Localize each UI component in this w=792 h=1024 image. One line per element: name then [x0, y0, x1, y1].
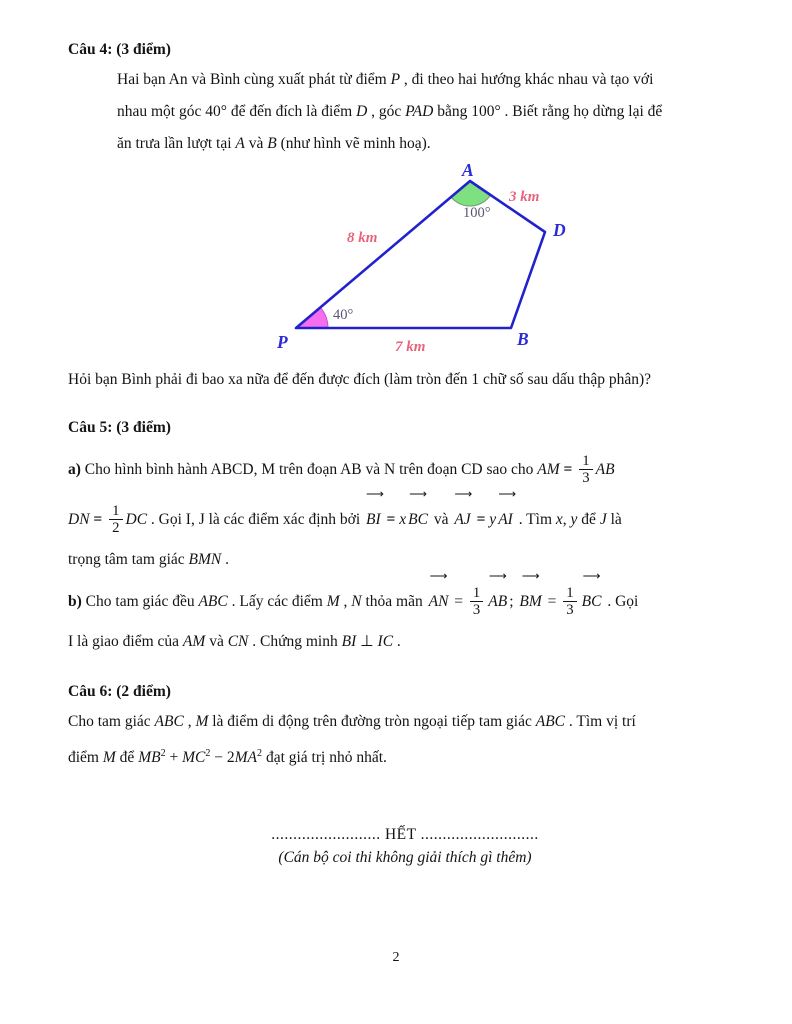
bold-label: = [559, 461, 577, 478]
text-run: , góc [367, 103, 406, 120]
question-6-section [68, 682, 742, 774]
vector-term: ⟶ AI [498, 487, 516, 528]
quadrilateral-PADB [296, 181, 545, 328]
text-run: + [165, 749, 183, 767]
text-run: để [577, 511, 600, 528]
text-run: Cho tam giác [68, 713, 155, 730]
end-of-exam-line: ......................... HẾT ........................... [271, 826, 539, 844]
text-run: . Lấy các điểm [227, 593, 327, 610]
vector-term: ⟶ BC [581, 569, 602, 610]
edge-label-PA: 8 km [347, 230, 378, 246]
edge-label-PB: 7 km [395, 339, 426, 355]
text-run: . Gọi I, J là các điểm xác định bởi [147, 511, 365, 528]
text-run: = [543, 593, 561, 610]
bold-label: = [382, 511, 400, 528]
math-term: ABC [198, 593, 228, 610]
vector-term: ⟶ BI [366, 487, 384, 528]
math-term: M [102, 749, 116, 767]
question-5-section [68, 418, 742, 658]
text-run: (như hình vẽ minh hoạ). [276, 135, 431, 152]
math-term: N [351, 593, 362, 610]
math-term: AM [182, 633, 206, 650]
vector-term: ⟶ AN [428, 569, 449, 610]
text-run: ; [509, 593, 518, 610]
text-run: , [183, 713, 196, 730]
text-run: bằng 100° . Biết rằng họ dừng lại để [433, 103, 663, 120]
q4-statement-line2 [117, 96, 742, 128]
q6-line1 [68, 706, 742, 738]
text-run: . Tìm [514, 511, 556, 528]
math-term: x [399, 511, 407, 528]
math-term: AM [537, 461, 560, 478]
question-4-section [68, 40, 742, 396]
math-term: CN [227, 633, 249, 650]
q4-heading: Câu 4: (3 điểm) [68, 41, 171, 58]
proctor-note: (Cán bộ coi thi không giải thích gì thêm) [278, 849, 532, 867]
vector-arrow-icon: ⟶ [582, 569, 601, 584]
q5b-line1 [68, 569, 742, 626]
vertex-label-P: P [277, 332, 288, 352]
vector-arrow-icon: ⟶ [366, 487, 384, 502]
math-term: DC [125, 511, 148, 528]
vertex-label-A: A [462, 160, 474, 180]
math-term: PAD [405, 103, 434, 120]
vector-arrow-icon: ⟶ [454, 487, 473, 502]
vector-arrow-icon: ⟶ [498, 487, 516, 502]
q4-question: Hỏi bạn Bình phải đi bao xa nữa để đến được đích (làm tròn đến 1 chữ số sau dấu thập phân)? [68, 371, 652, 388]
math-term: M [195, 713, 209, 730]
bold-label: = [89, 511, 107, 528]
text-run: để [115, 749, 139, 767]
fraction: $\frac{1}{3}$ [470, 586, 483, 620]
vector-arrow-icon: ⟶ [429, 569, 448, 584]
text-run: đạt giá trị nhỏ nhất. [262, 749, 387, 767]
text-run: . [393, 633, 401, 650]
quadrilateral-diagram [273, 160, 603, 360]
text-run: và [429, 511, 453, 528]
q5b-line2 [68, 626, 742, 658]
text-run: . Tìm vị trí [565, 713, 636, 730]
text-run: và [205, 633, 228, 650]
math-term: MB [138, 749, 161, 767]
q5a-line2 [68, 487, 742, 544]
text-run: trọng tâm tam giác [68, 551, 189, 568]
superscript: 2 [205, 748, 211, 759]
vector-arrow-icon: ⟶ [488, 569, 507, 584]
text-run: Cho hình bình hành ABCD, M trên đoạn AB và N trên đoạn CD sao cho [84, 461, 538, 478]
text-run: và [244, 135, 268, 152]
superscript: 2 [160, 748, 166, 759]
math-term: D [356, 103, 368, 120]
text-run: . [221, 551, 229, 568]
superscript: 2 [257, 748, 263, 759]
text-run: điểm [68, 749, 103, 767]
math-term: y [570, 511, 578, 528]
angle-label-A: 100° [463, 205, 491, 221]
math-term: x [555, 511, 563, 528]
math-term: IC [377, 633, 394, 650]
math-term: y [489, 511, 497, 528]
math-term: BMN [188, 551, 222, 568]
q4-statement [117, 64, 742, 160]
vertex-label-B: B [517, 329, 529, 349]
vector-arrow-icon: ⟶ [409, 487, 427, 502]
vector-term: ⟶ AB [488, 569, 508, 610]
math-term: ABC [154, 713, 184, 730]
q5a-line1 [68, 446, 742, 494]
edge-label-AD: 3 km [509, 189, 540, 205]
page-number: 2 [392, 950, 400, 965]
text-run: thỏa mãn [361, 593, 427, 610]
text-run: , đi theo hai hướng khác nhau và tạo với [400, 71, 654, 88]
text-run: là [606, 511, 622, 528]
fraction: $\frac{1}{2}$ [109, 504, 122, 538]
text-run: ăn trưa lần lượt tại [117, 135, 236, 152]
fraction: $\frac{1}{3}$ [579, 454, 592, 488]
text-run: ⊥ [356, 633, 378, 650]
math-term: ABC [535, 713, 566, 730]
fraction: $\frac{1}{3}$ [563, 586, 576, 620]
text-run: Cho tam giác đều [85, 593, 199, 610]
math-term: DN [68, 511, 90, 528]
q6-heading: Câu 6: (2 điểm) [68, 683, 171, 700]
math-term: J [599, 511, 607, 528]
math-term: BI [341, 633, 357, 650]
bold-label: a) [68, 461, 85, 478]
text-run: Hai bạn An và Bình cùng xuất phát từ điểm [117, 71, 391, 88]
text-run: , [339, 593, 352, 610]
q5-heading: Câu 5: (3 điểm) [68, 419, 171, 436]
math-term: A [235, 135, 245, 152]
vector-term: ⟶ BM [519, 569, 542, 610]
math-term: M [326, 593, 340, 610]
vector-term: ⟶ BC [408, 487, 428, 528]
text-run: . Gọi [603, 593, 639, 610]
math-term: MA [234, 749, 258, 767]
bold-label: = [472, 511, 490, 528]
math-term: P [390, 71, 401, 88]
q5a-line3 [68, 544, 742, 576]
math-term: AB [595, 461, 615, 478]
text-run: = [450, 593, 467, 610]
q4-figure [273, 160, 742, 360]
text-run: . Chứng minh [248, 633, 342, 650]
bold-label: b) [68, 593, 86, 610]
text-run: − 2 [210, 749, 235, 767]
text-run: là điểm di động trên đường tròn ngoại tiếp tam giác [208, 713, 536, 730]
text-run: , [562, 511, 571, 528]
text-run: nhau một góc 40° để đến đích là điểm [117, 103, 357, 120]
q4-statement-line3 [117, 128, 742, 160]
math-term: MC [182, 749, 206, 767]
vertex-label-D: D [553, 220, 566, 240]
text-run: I là giao điểm của [68, 633, 183, 650]
angle-label-P: 40° [333, 307, 354, 323]
vector-term: ⟶ AJ [454, 487, 473, 528]
q4-statement-line1 [117, 64, 742, 96]
vector-arrow-icon: ⟶ [521, 569, 540, 584]
q6-line2 [68, 738, 742, 774]
math-term: B [267, 135, 277, 152]
